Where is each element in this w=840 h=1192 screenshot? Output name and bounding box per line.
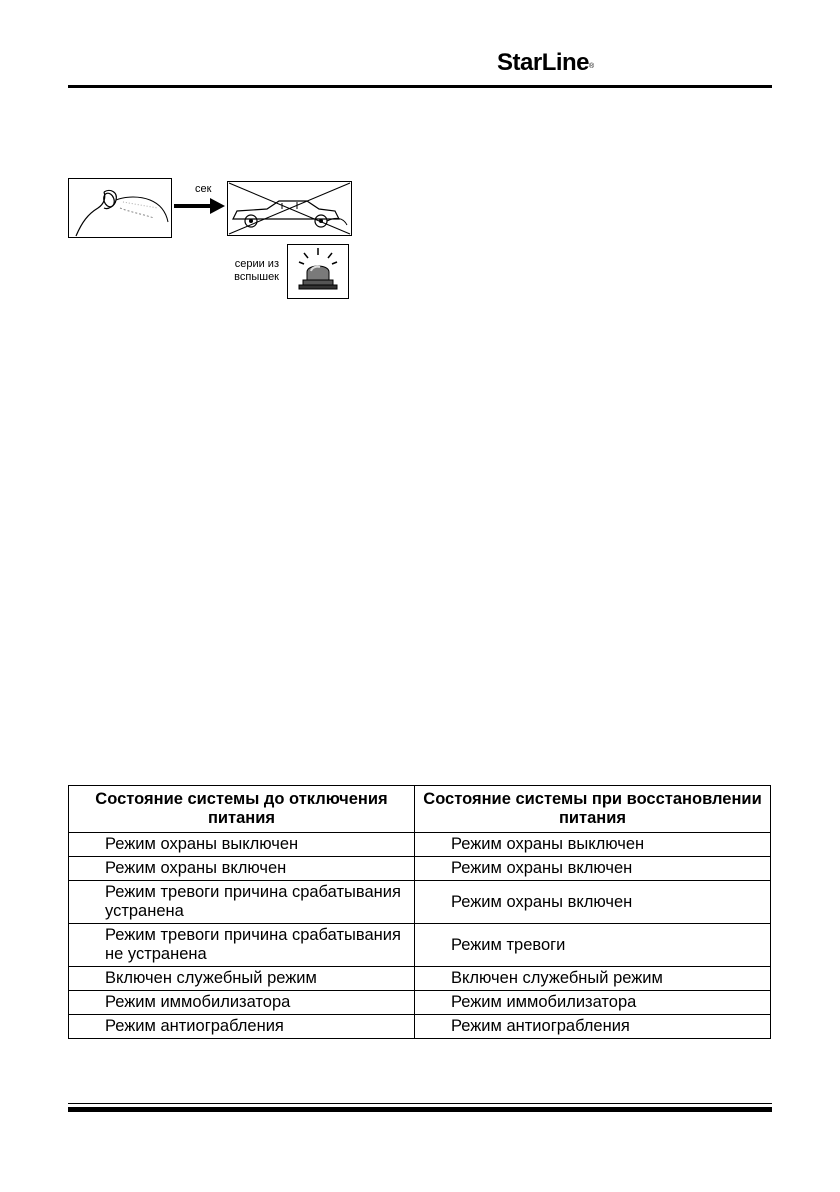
table-cell: Режим антиограбления — [415, 1015, 771, 1039]
table-row — [69, 924, 771, 967]
siren-light-icon — [287, 244, 349, 299]
table-row — [69, 833, 771, 857]
hand-press-icon — [68, 178, 172, 238]
arrow-right-icon — [172, 196, 226, 216]
header-rule — [68, 85, 772, 88]
table-cell: Включен служебный режим — [69, 967, 415, 991]
table-row — [69, 881, 771, 924]
footer-rule-thick — [68, 1107, 772, 1112]
arrow-caption: сек — [195, 183, 212, 195]
crossed-car-icon — [227, 181, 352, 236]
starline-logo: StarLine® — [497, 49, 594, 76]
table-cell: Режим охраны выключен — [69, 833, 415, 857]
table-cell: Режим тревоги причина срабатывания не устранена — [69, 924, 415, 967]
table-row — [69, 1015, 771, 1039]
table-row — [69, 991, 771, 1015]
table-cell: Включен служебный режим — [415, 967, 771, 991]
flash-caption: серии из вспышек — [234, 258, 279, 283]
table-row — [69, 967, 771, 991]
table-header-row — [69, 786, 771, 833]
table-cell: Режим охраны включен — [415, 881, 771, 924]
table-cell: Режим иммобилизатора — [415, 991, 771, 1015]
column-header-before: Состояние системы до отключения питания — [69, 786, 415, 833]
table-cell: Режим охраны включен — [415, 857, 771, 881]
table-cell: Режим антиограбления — [69, 1015, 415, 1039]
table-cell: Режим охраны выключен — [415, 833, 771, 857]
footer-rule-thin — [68, 1103, 772, 1104]
table-row — [69, 857, 771, 881]
column-header-after: Состояние системы при восстановлении питания — [415, 786, 771, 833]
table-cell: Режим охраны включен — [69, 857, 415, 881]
table-cell: Режим тревоги — [415, 924, 771, 967]
table-cell: Режим иммобилизатора — [69, 991, 415, 1015]
power-state-table — [68, 785, 771, 1039]
table-cell: Режим тревоги причина срабатывания устранена — [69, 881, 415, 924]
